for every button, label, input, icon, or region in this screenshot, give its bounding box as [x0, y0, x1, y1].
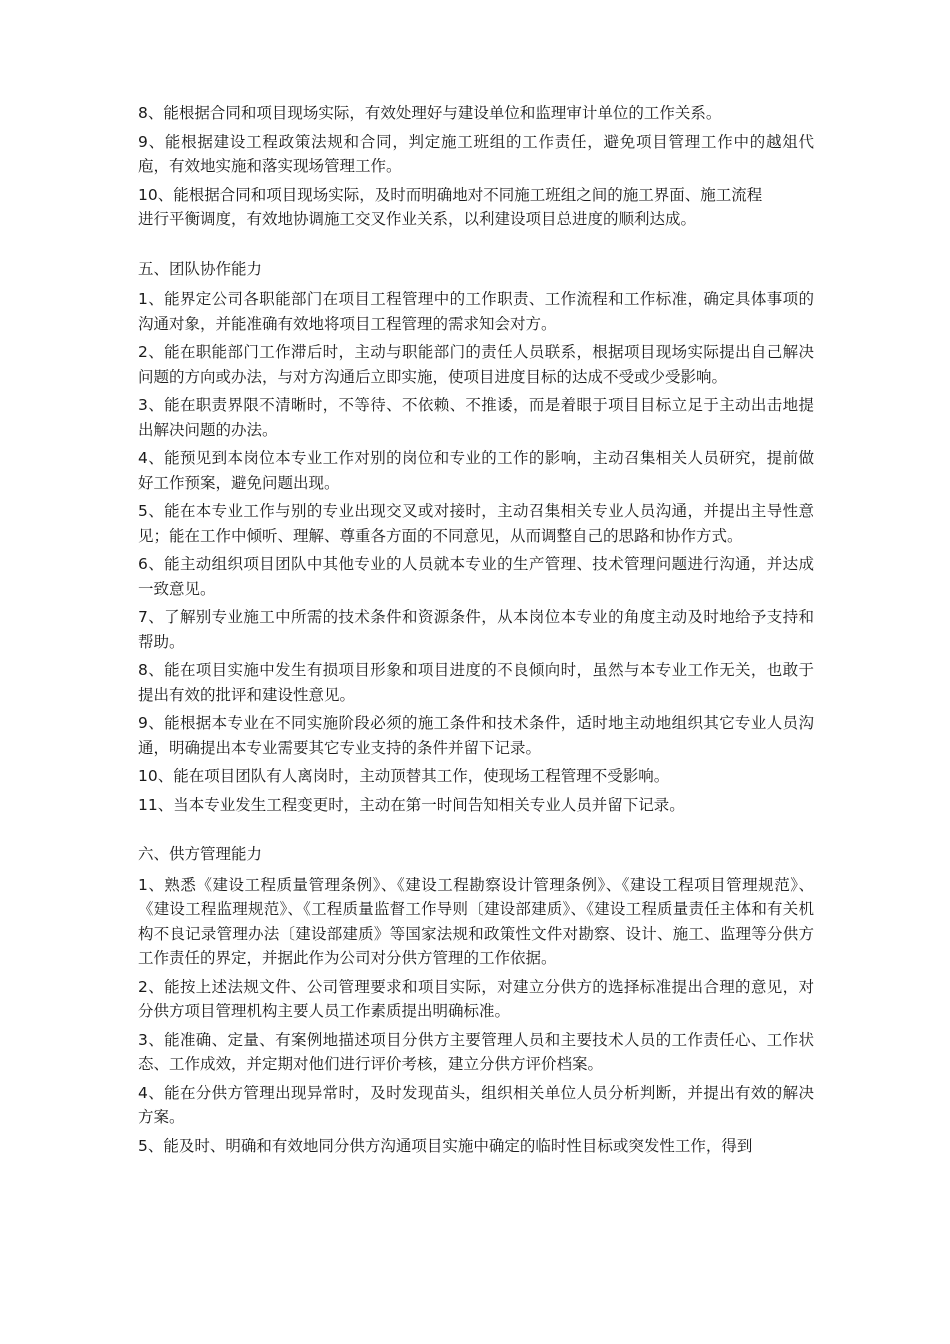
list-item: 9、能根据本专业在不同实施阶段必须的施工条件和技术条件，适时地主动地组织其它专业人员沟通，明确提出本专业需要其它专业支持的条件并留下记录。 — [138, 714, 814, 757]
paragraph: 进行平衡调度，有效地协调施工交叉作业关系，以利建设项目总进度的顺利达成。 — [138, 210, 697, 228]
list-item: 4、能预见到本岗位本专业工作对别的岗位和专业的工作的影响，主动召集相关人员研究，提前做好工作预案，避免问题出现。 — [138, 449, 814, 492]
list-item: 2、能按上述法规文件、公司管理要求和项目实际，对建立分供方的选择标准提出合理的意见，对分供方项目管理机构主要人员工作素质提出明确标准。 — [138, 977, 814, 1020]
paragraph: 10、能根据合同和项目现场实际，及时而明确地对不同施工班组之间的施工界面、施工流程 — [138, 185, 763, 204]
section-heading: 六、供方管理能力 — [138, 845, 263, 863]
list-item: 6、能主动组织项目团队中其他专业的人员就本专业的生产管理、技术管理问题进行沟通，并达成一致意见。 — [138, 555, 814, 598]
list-item: 3、能准确、定量、有案例地描述项目分供方主要管理人员和主要技术人员的工作责任心、工作状态、工作成效，并定期对他们进行评价考核，建立分供方评价档案。 — [138, 1030, 814, 1073]
list-item: 5、能及时、明确和有效地同分供方沟通项目实施中确定的临时性目标或突发性工作，得到 — [138, 1136, 753, 1155]
document-page — [138, 101, 814, 1162]
paragraph: 8、能根据合同和项目现场实际，有效处理好与建设单位和监理审计单位的工作关系。 — [138, 104, 722, 122]
list-item: 5、能在本专业工作与别的专业出现交叉或对接时，主动召集相关专业人员沟通，并提出主导性意见；能在工作中倾听、理解、尊重各方面的不同意见，从而调整自己的思路和协作方式。 — [138, 502, 814, 545]
list-item: 4、能在分供方管理出现异常时，及时发现苗头，组织相关单位人员分析判断，并提出有效的解决方案。 — [138, 1083, 814, 1126]
section4-tail — [138, 101, 814, 232]
list-item: 8、能在项目实施中发生有损项目形象和项目进度的不良倾向时，虽然与本专业工作无关，也敢于提出有效的批评和建设性意见。 — [138, 661, 814, 704]
section-supplier-management — [138, 842, 814, 1158]
list-item: 1、熟悉《建设工程质量管理条例》、《建设工程勘察设计管理条例》、《建设工程项目管理规范》、《建设工程监理规范》、《工程质量监督工作导则〔建设部建质》、《建设工程质量责任主体和有关机构不良记录管理办法〔建设部建质》等国家法规和政策性文件对勘察、设计、施工、监理等分供方工作责任的界定，并据此作为公司对分供方管理的工作依据。 — [138, 875, 814, 967]
paragraph: 9、能根据建设工程政策法规和合同，判定施工班组的工作责任，避免项目管理工作中的越俎代庖，有效地实施和落实现场管理工作。 — [138, 132, 814, 175]
list-item: 3、能在职责界限不清晰时，不等待、不依赖、不推诿，而是着眼于项目目标立足于主动出击地提出解决问题的办法。 — [138, 396, 814, 439]
list-item: 1、能界定公司各职能部门在项目工程管理中的工作职责、工作流程和工作标准，确定具体事项的沟通对象，并能准确有效地将项目工程管理的需求知会对方。 — [138, 290, 814, 333]
list-item: 2、能在职能部门工作滞后时，主动与职能部门的责任人员联系，根据项目现场实际提出自己解决问题的方向或办法，与对方沟通后立即实施，使项目进度目标的达成不受或少受影响。 — [138, 343, 814, 386]
list-item: 7、了解别专业施工中所需的技术条件和资源条件，从本岗位本专业的角度主动及时地给予支持和帮助。 — [138, 608, 814, 651]
list-item: 11、当本专业发生工程变更时，主动在第一时间告知相关专业人员并留下记录。 — [138, 795, 685, 814]
section-heading: 五、团队协作能力 — [138, 259, 263, 278]
section-team-collaboration — [138, 257, 814, 818]
list-item: 10、能在项目团队有人离岗时，主动顶替其工作，使现场工程管理不受影响。 — [138, 767, 670, 785]
